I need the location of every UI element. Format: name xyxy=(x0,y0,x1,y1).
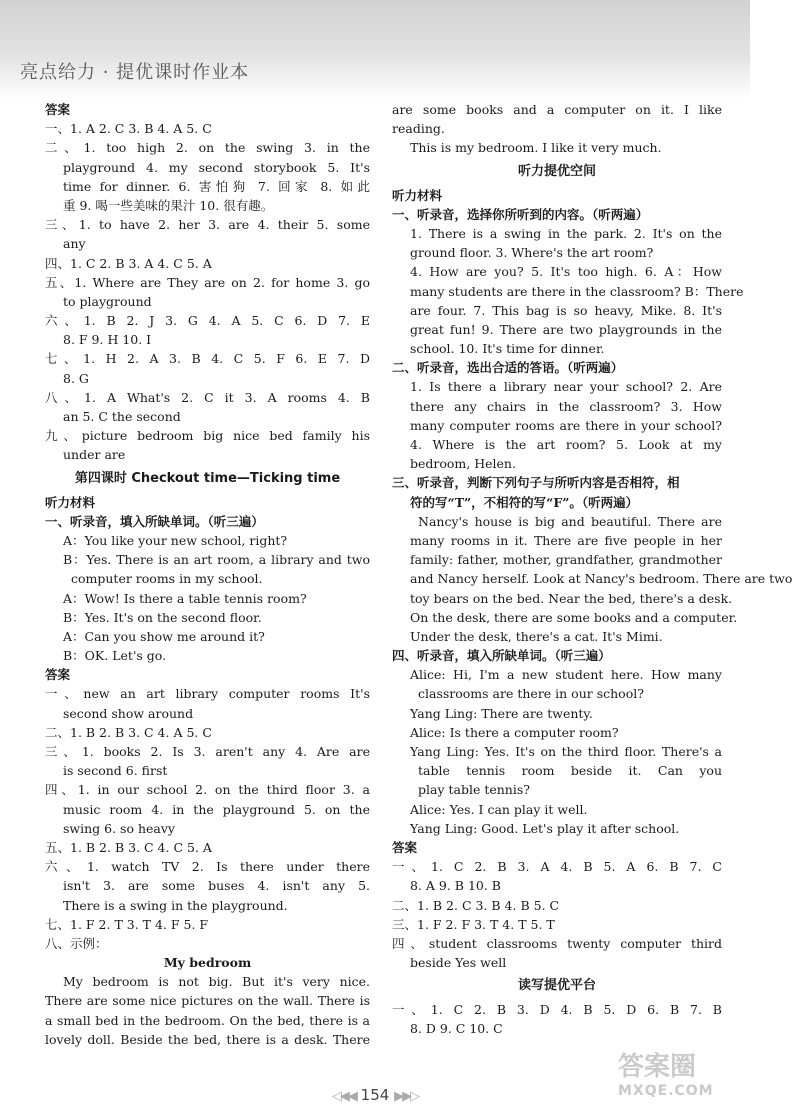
text-line: 二、1. too high 2. on the swing 3. in the xyxy=(45,140,370,156)
text-line: B：OK. Let's go. xyxy=(63,648,167,664)
text-line: 1. Is there a library near your school? 2. Are xyxy=(410,379,722,395)
text-line: an 5. C the second xyxy=(63,409,181,424)
text-line: swing 6. so heavy xyxy=(63,820,175,836)
text-line: playground 4. my second storybook 5. It's xyxy=(63,159,370,175)
text-line: computer rooms in my school. xyxy=(71,571,263,587)
text-line: 第四课时 Checkout time—Ticking time xyxy=(74,470,341,486)
text-line: B：Yes. It's on the second floor. xyxy=(63,609,262,625)
right-column xyxy=(392,100,792,1039)
text-line: lovely doll. Beside the bed, there is a desk. There xyxy=(45,1031,370,1047)
text-line: 六、1. B 2. J 3. G 4. A 5. C 6. D 7. E xyxy=(45,313,370,329)
text-line: On the desk, there are some books and a computer. xyxy=(410,609,738,625)
text-line: and Nancy herself. Look at Nancy's bedroom. There are two xyxy=(410,571,792,587)
text-line: A：You like your new school, right? xyxy=(63,532,288,548)
text-line: There are some nice pictures on the wall. There is xyxy=(45,993,370,1009)
text-line: bedroom, Helen. xyxy=(410,456,516,472)
text-line: This is my bedroom. I like it very much. xyxy=(410,140,662,156)
text-line: Alice: Hi, I'm a new student here. How many xyxy=(410,667,722,683)
text-line: Alice: Yes. I can play it well. xyxy=(410,801,588,817)
text-line: 二、听录音，选出合适的答语。（听两遍） xyxy=(392,360,624,376)
text-line: 8. F 9. H 10. I xyxy=(63,332,152,348)
text-line: 四、1. C 2. B 3. A 4. C 5. A xyxy=(45,255,212,271)
left-column xyxy=(45,100,370,1049)
text-line: a small bed in the bedroom. On the bed, there is a xyxy=(45,1012,370,1028)
text-line: 一、new an art library computer rooms It's xyxy=(45,686,370,702)
text-line: 六、1. watch TV 2. Is there under there xyxy=(45,859,370,875)
text-line: great fun! 9. There are two playgrounds in the xyxy=(410,321,722,337)
text-line: reading. xyxy=(392,121,445,137)
text-line: 八、1. A What's 2. C it 3. A rooms 4. B xyxy=(45,389,370,405)
text-line: 听力提优空间 xyxy=(517,163,596,179)
text-line: Yang Ling: Good. Let's play it after school. xyxy=(410,820,680,836)
text-line: beside Yes well xyxy=(410,955,507,971)
text-line: Alice: Is there a computer room? xyxy=(410,724,619,740)
text-line: 一、1. C 2. B 3. A 4. B 5. A 6. B 7. C xyxy=(392,859,722,875)
book-series-title: 亮点给力 · 提优课时作业本 xyxy=(20,62,250,83)
text-line: 二、1. B 2. C 3. B 4. B 5. C xyxy=(392,897,560,913)
prev-arrows-icon: ◁◀◀ xyxy=(331,1089,356,1104)
text-line: My bedroom xyxy=(163,955,252,971)
text-line: many rooms in it. There are five people in her xyxy=(410,532,722,548)
text-line: 三、1. to have 2. her 3. are 4. their 5. some xyxy=(45,217,370,233)
text-line: second show around xyxy=(63,705,194,721)
text-line: to playground xyxy=(63,293,152,309)
watermark-text: 答案圈 xyxy=(618,1052,697,1082)
text-line: 答案 xyxy=(392,839,418,855)
text-line: isn't 3. are some buses 4. isn't any 5. xyxy=(63,878,370,894)
page-number: 154 xyxy=(360,1086,390,1104)
text-line: Yang Ling: Yes. It's on the third floor. There's a xyxy=(410,744,722,759)
next-arrows-icon: ▶▶▷ xyxy=(394,1089,419,1104)
text-line: 一、听录音，填入所缺单词。（听三遍） xyxy=(45,513,264,529)
text-line: ground floor. 3. Where's the art room? xyxy=(410,245,654,261)
text-line: 8. G xyxy=(63,370,89,386)
text-line: family: father, mother, grandfather, grandmother xyxy=(410,552,722,568)
text-line: 答案 xyxy=(45,102,71,117)
text-line: 三、1. books 2. Is 3. aren't any 4. Are are xyxy=(45,744,370,759)
text-line: 三、1. F 2. F 3. T 4. T 5. T xyxy=(392,916,555,932)
text-line: toy bears on the bed. Near the bed, there's a desk. xyxy=(410,590,733,606)
text-line: B：Yes. There is an art room, a library and two xyxy=(63,552,370,568)
text-line: table tennis room beside it. Can you xyxy=(418,763,722,779)
text-line: Nancy's house is big and beautiful. There are xyxy=(418,513,722,529)
text-line: there any chairs in the classroom? 3. How xyxy=(410,398,722,414)
text-line: 4. How are you? 5. It's too high. 6. A：How xyxy=(410,264,722,280)
text-line: 答案 xyxy=(45,667,71,683)
text-line: A：Wow! Is there a table tennis room? xyxy=(63,590,307,606)
text-line: 1. There is a swing in the park. 2. It's on the xyxy=(410,225,722,241)
text-line: 一、1. A 2. C 3. B 4. A 5. C xyxy=(45,121,212,137)
text-line: 七、1. F 2. T 3. T 4. F 5. F xyxy=(45,916,209,932)
text-line: 八、示例： xyxy=(45,935,108,951)
text-line: classrooms are there in our school? xyxy=(418,686,644,702)
text-line: 四、student classrooms twenty computer third xyxy=(392,935,722,951)
text-line: A：Can you show me around it? xyxy=(63,628,265,644)
watermark-url: MXQE.COM xyxy=(618,1083,714,1099)
text-line: 听力材料 xyxy=(45,494,96,510)
text-line: many students are there in the classroom? B：There xyxy=(410,283,744,299)
text-line: play table tennis? xyxy=(418,782,530,798)
text-line: My bedroom is not big. But it's very nice. xyxy=(63,974,370,990)
text-line: 符的写“T”，不相符的写“F”。（听两遍） xyxy=(410,494,639,510)
text-line: 三、听录音，判断下列句子与所听内容是否相符，相 xyxy=(392,475,680,491)
text-line: are four. 7. This bag is so heavy, Mike. 8. It's xyxy=(410,302,722,318)
text-line: 五、1. B 2. B 3. C 4. C 5. A xyxy=(45,839,212,855)
text-line: 4. Where is the art room? 5. Look at my xyxy=(410,437,722,452)
text-line: time for dinner. 6. 害怕狗 7. 回家 8. 如此 xyxy=(63,178,370,194)
text-line: 听力材料 xyxy=(392,187,443,203)
text-line: 四、1. in our school 2. on the third floor 3. a xyxy=(45,782,370,798)
text-line: 一、听录音，选择你所听到的内容。（听两遍） xyxy=(392,206,649,222)
text-line: any xyxy=(63,236,86,252)
text-line: Under the desk, there's a cat. It's Mimi. xyxy=(410,628,663,644)
text-line: is second 6. first xyxy=(63,763,168,779)
text-line: There is a swing in the playground. xyxy=(63,897,288,913)
text-line: school. 10. It's time for dinner. xyxy=(410,341,605,357)
text-line: 二、1. B 2. B 3. C 4. A 5. C xyxy=(45,724,212,740)
text-line: many computer rooms are there in your school? xyxy=(410,417,722,433)
text-line: Yang Ling: There are twenty. xyxy=(410,705,593,721)
text-line: 重 9. 喝一些美味的果汁 10. 很有趣。 xyxy=(63,197,274,213)
header-banner xyxy=(0,0,750,100)
text-line: 四、听录音，填入所缺单词。（听三遍） xyxy=(392,648,611,664)
text-line: music room 4. in the playground 5. on the xyxy=(63,801,370,817)
text-line: 七、1. H 2. A 3. B 4. C 5. F 6. E 7. D xyxy=(45,351,370,367)
text-line: under are xyxy=(63,447,126,463)
text-line: 五、1. Where are They are on 2. for home 3. go xyxy=(45,274,370,290)
text-line: 读写提优平台 xyxy=(517,978,596,994)
text-line: 九、picture bedroom big nice bed family his xyxy=(45,428,370,444)
watermark-logo xyxy=(618,1052,738,1107)
text-line: are some books and a computer on it. I like xyxy=(392,102,722,117)
text-line: 8. D 9. C 10. C xyxy=(410,1021,503,1037)
text-line: 8. A 9. B 10. B xyxy=(410,878,501,894)
text-line: 一、1. C 2. B 3. D 4. B 5. D 6. B 7. B xyxy=(392,1002,722,1018)
